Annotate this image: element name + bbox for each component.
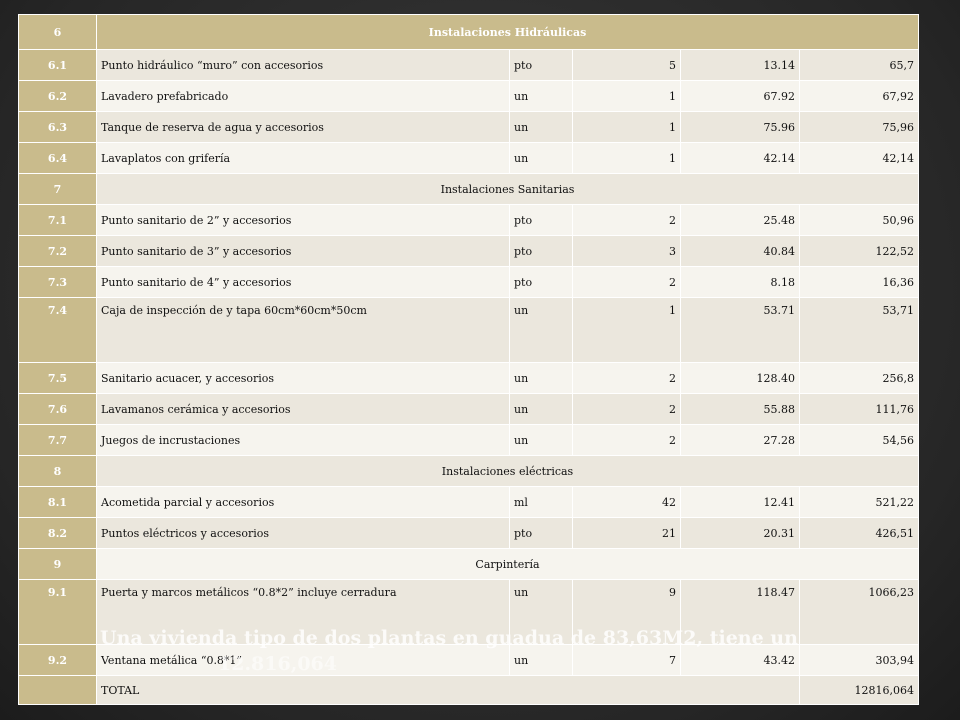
item-number: 6.4 <box>19 143 97 174</box>
item-number: 6.3 <box>19 112 97 143</box>
item-unit: un <box>510 81 573 112</box>
item-number: 8.2 <box>19 518 97 549</box>
item-quantity: 42 <box>573 487 681 518</box>
item-quantity: 1 <box>573 112 681 143</box>
budget-table <box>18 14 919 705</box>
item-total: 54,56 <box>800 425 919 456</box>
section-number: 8 <box>19 456 97 487</box>
total-row <box>19 676 919 705</box>
item-number: 7.2 <box>19 236 97 267</box>
item-total: 67,92 <box>800 81 919 112</box>
section-header-row <box>19 15 919 50</box>
section-header-row <box>19 549 919 580</box>
overlay-caption-line2: 12.816,064 <box>218 653 337 675</box>
item-description: Puntos eléctricos y accesorios <box>97 518 510 549</box>
item-quantity: 2 <box>573 394 681 425</box>
item-unit: un <box>510 298 573 363</box>
section-number: 9 <box>19 549 97 580</box>
item-description: Punto sanitario de 4” y accesorios <box>97 267 510 298</box>
item-quantity: 1 <box>573 298 681 363</box>
item-quantity: 2 <box>573 363 681 394</box>
item-unit-price: 40.84 <box>681 236 800 267</box>
table-row <box>19 81 919 112</box>
item-unit-price: 118.47 <box>681 580 800 645</box>
item-unit-price: 55.88 <box>681 394 800 425</box>
item-number: 7.7 <box>19 425 97 456</box>
item-total: 303,94 <box>800 645 919 676</box>
item-total: 16,36 <box>800 267 919 298</box>
item-unit-price: 53.71 <box>681 298 800 363</box>
item-total: 50,96 <box>800 205 919 236</box>
item-unit: pto <box>510 267 573 298</box>
item-description: Lavaplatos con grifería <box>97 143 510 174</box>
item-total: 75,96 <box>800 112 919 143</box>
section-number: 7 <box>19 174 97 205</box>
item-description: Punto sanitario de 2” y accesorios <box>97 205 510 236</box>
item-number: 7.3 <box>19 267 97 298</box>
item-quantity: 5 <box>573 50 681 81</box>
item-number: 8.1 <box>19 487 97 518</box>
item-total: 122,52 <box>800 236 919 267</box>
item-unit: un <box>510 143 573 174</box>
item-unit: un <box>510 645 573 676</box>
table-row <box>19 487 919 518</box>
item-number: 6.2 <box>19 81 97 112</box>
item-quantity: 7 <box>573 645 681 676</box>
item-unit: pto <box>510 50 573 81</box>
item-unit-price: 13.14 <box>681 50 800 81</box>
table-row <box>19 267 919 298</box>
item-total: 53,71 <box>800 298 919 363</box>
item-number: 9.2 <box>19 645 97 676</box>
overlay-caption-line1: Una vivienda tipo de dos plantas en guadua de 83,63M2, tiene un <box>100 627 798 649</box>
item-description: Sanitario acuacer, y accesorios <box>97 363 510 394</box>
section-title: Instalaciones Sanitarias <box>97 174 919 205</box>
item-quantity: 2 <box>573 205 681 236</box>
item-unit-price: 8.18 <box>681 267 800 298</box>
table-row <box>19 425 919 456</box>
item-description: Puerta y marcos metálicos “0.8*2” incluye cerradura <box>97 580 510 645</box>
item-description: Punto sanitario de 3” y accesorios <box>97 236 510 267</box>
section-header-row <box>19 174 919 205</box>
item-description: Juegos de incrustaciones <box>97 425 510 456</box>
item-unit-price: 27.28 <box>681 425 800 456</box>
table-row <box>19 363 919 394</box>
budget-table-body <box>19 15 919 676</box>
section-title: Instalaciones Hidráulicas <box>97 15 919 50</box>
item-unit-price: 20.31 <box>681 518 800 549</box>
item-description: Punto hidráulico “muro” con accesorios <box>97 50 510 81</box>
item-unit-price: 75.96 <box>681 112 800 143</box>
table-row <box>19 205 919 236</box>
item-quantity: 3 <box>573 236 681 267</box>
item-number: 6.1 <box>19 50 97 81</box>
item-description: Lavamanos cerámica y accesorios <box>97 394 510 425</box>
item-total: 1066,23 <box>800 580 919 645</box>
section-title: Carpintería <box>97 549 919 580</box>
table-row <box>19 236 919 267</box>
item-total: 426,51 <box>800 518 919 549</box>
item-quantity: 1 <box>573 143 681 174</box>
item-unit-price: 25.48 <box>681 205 800 236</box>
table-row <box>19 112 919 143</box>
item-unit: un <box>510 112 573 143</box>
item-unit: pto <box>510 236 573 267</box>
table-row <box>19 580 919 645</box>
item-number: 9.1 <box>19 580 97 645</box>
item-unit: un <box>510 394 573 425</box>
item-total: 521,22 <box>800 487 919 518</box>
item-description: Tanque de reserva de agua y accesorios <box>97 112 510 143</box>
item-unit: pto <box>510 205 573 236</box>
item-quantity: 1 <box>573 81 681 112</box>
total-number-cell <box>19 676 97 705</box>
item-total: 65,7 <box>800 50 919 81</box>
item-unit: pto <box>510 518 573 549</box>
item-number: 7.5 <box>19 363 97 394</box>
item-unit: un <box>510 425 573 456</box>
section-title: Instalaciones eléctricas <box>97 456 919 487</box>
item-quantity: 21 <box>573 518 681 549</box>
item-total: 256,8 <box>800 363 919 394</box>
item-description: Acometida parcial y accesorios <box>97 487 510 518</box>
item-description: Caja de inspección de y tapa 60cm*60cm*50cm <box>97 298 510 363</box>
item-unit-price: 42.14 <box>681 143 800 174</box>
table-row <box>19 645 919 676</box>
item-description: Ventana metálica “0.8*1” <box>97 645 510 676</box>
item-unit-price: 12.41 <box>681 487 800 518</box>
item-unit: un <box>510 580 573 645</box>
item-unit: ml <box>510 487 573 518</box>
item-number: 7.4 <box>19 298 97 363</box>
item-number: 7.6 <box>19 394 97 425</box>
item-quantity: 2 <box>573 425 681 456</box>
table-row <box>19 394 919 425</box>
section-number: 6 <box>19 15 97 50</box>
item-quantity: 9 <box>573 580 681 645</box>
item-unit-price: 43.42 <box>681 645 800 676</box>
total-value: 12816,064 <box>800 676 919 705</box>
item-total: 111,76 <box>800 394 919 425</box>
table-row <box>19 50 919 81</box>
item-unit-price: 67.92 <box>681 81 800 112</box>
item-quantity: 2 <box>573 267 681 298</box>
table-row <box>19 518 919 549</box>
item-total: 42,14 <box>800 143 919 174</box>
item-unit: un <box>510 363 573 394</box>
item-description: Lavadero prefabricado <box>97 81 510 112</box>
table-row <box>19 298 919 363</box>
section-header-row <box>19 456 919 487</box>
total-label: TOTAL <box>97 676 800 705</box>
item-number: 7.1 <box>19 205 97 236</box>
table-row <box>19 143 919 174</box>
item-unit-price: 128.40 <box>681 363 800 394</box>
